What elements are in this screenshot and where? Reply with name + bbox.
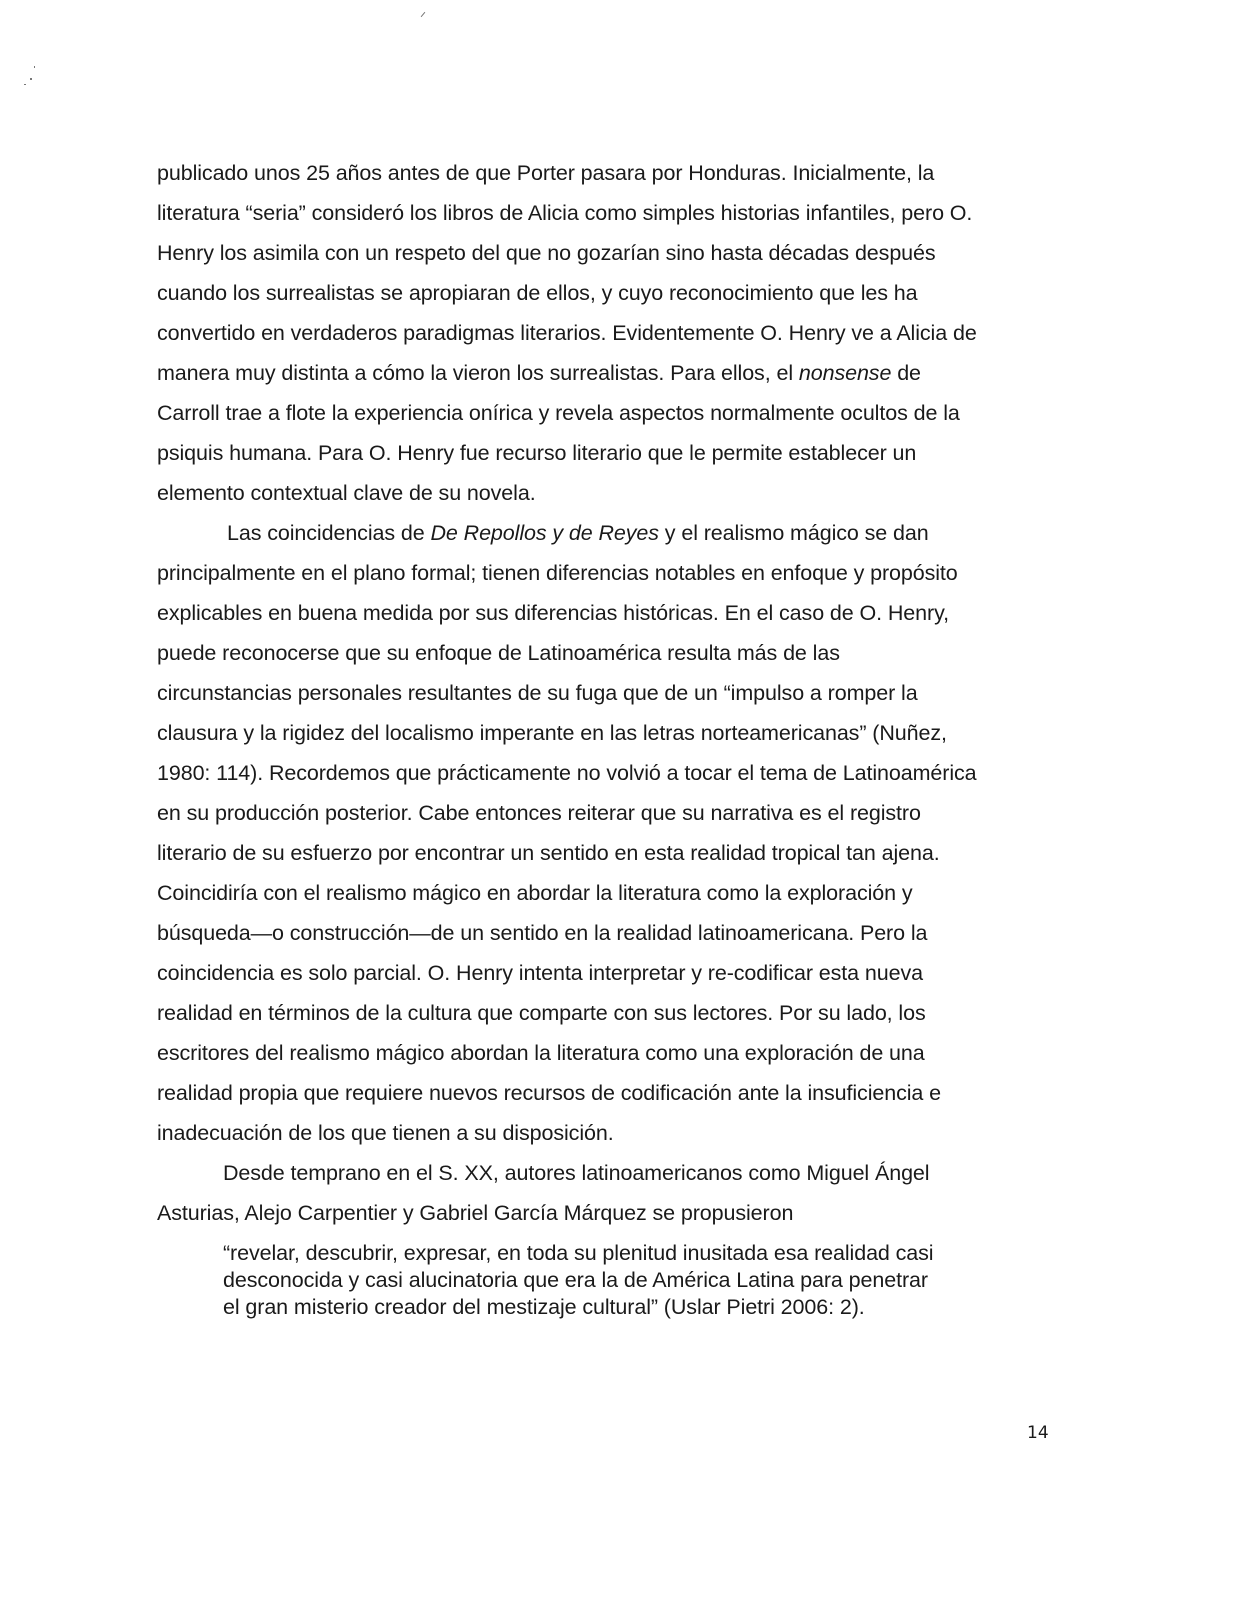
text-line: circunstancias personales resultantes de su fuga que de un “impulso a romper la [157, 681, 918, 705]
text-line: literatura “seria” consideró los libros de Alicia como simples historias infantiles, pero O. [157, 201, 973, 225]
text-fragment: manera muy distinta a cómo la vieron los surrealistas. Para ellos, el [157, 361, 799, 385]
body-text [157, 153, 1057, 1233]
scan-mark [421, 12, 426, 17]
scan-mark [34, 66, 35, 68]
text-line: Desde temprano en el S. XX, autores latinoamericanos como Miguel Ángel [223, 1161, 930, 1185]
text-line: psiquis humana. Para O. Henry fue recurso literario que le permite establecer un [157, 441, 917, 465]
text-fragment: Las coincidencias de [227, 521, 431, 545]
quote-line: el gran misterio creador del mestizaje cultural” (Uslar Pietri 2006: 2). [223, 1295, 865, 1319]
text-line: Henry los asimila con un respeto del que no gozarían sino hasta décadas después [157, 241, 936, 265]
text-line: coincidencia es solo parcial. O. Henry intenta interpretar y re-codificar esta nueva [157, 961, 923, 985]
text-line: búsqueda—o construcción—de un sentido en la realidad latinoamericana. Pero la [157, 921, 928, 945]
book-title: De Repollos y de Reyes [430, 521, 659, 545]
scan-mark [24, 84, 26, 85]
text-line: elemento contextual clave de su novela. [157, 481, 536, 505]
text-line: puede reconocerse que su enfoque de Latinoamérica resulta más de las [157, 641, 840, 665]
italic-term: nonsense [798, 361, 892, 385]
text-line: principalmente en el plano formal; tienen diferencias notables en enfoque y propósito [157, 561, 958, 585]
text-line [157, 353, 1057, 393]
paragraph-1 [157, 153, 1057, 513]
text-line: convertido en verdaderos paradigmas literarios. Evidentemente O. Henry ve a Alicia de [157, 321, 977, 345]
quote-line: desconocida y casi alucinatoria que era la de América Latina para penetrar [223, 1268, 928, 1292]
text-line: literario de su esfuerzo por encontrar un sentido en esta realidad tropical tan ajena. [157, 841, 940, 865]
paragraph-3 [157, 1153, 1057, 1233]
quote-line: “revelar, descubrir, expresar, en toda su plenitud inusitada esa realidad casi [223, 1241, 934, 1265]
text-line: 1980: 114). Recordemos que prácticamente no volvió a tocar el tema de Latinoamérica [157, 761, 977, 785]
text-line: en su producción posterior. Cabe entonces reiterar que su narrativa es el registro [157, 801, 921, 825]
text-line: cuando los surrealistas se apropiaran de ellos, y cuyo reconocimiento que les ha [157, 281, 918, 305]
text-line: clausura y la rigidez del localismo imperante en las letras norteamericanas” (Nuñez, [157, 721, 947, 745]
text-line: inadecuación de los que tienen a su disposición. [157, 1121, 614, 1145]
text-fragment: de [891, 361, 921, 385]
text-line [157, 513, 1057, 553]
text-line: realidad propia que requiere nuevos recursos de codificación ante la insuficiencia e [157, 1081, 942, 1105]
text-line: Carroll trae a flote la experiencia onírica y revela aspectos normalmente ocultos de la [157, 401, 960, 425]
paragraph-2 [157, 513, 1057, 1153]
text-line: Asturias, Alejo Carpentier y Gabriel García Márquez se propusieron [157, 1201, 794, 1225]
scan-mark [30, 78, 32, 80]
text-line: explicables en buena medida por sus diferencias históricas. En el caso de O. Henry, [157, 601, 950, 625]
block-quote [223, 1240, 1023, 1321]
text-fragment: y el realismo mágico se dan [658, 521, 929, 545]
text-line: publicado unos 25 años antes de que Porter pasara por Honduras. Inicialmente, la [157, 161, 935, 185]
text-line: escritores del realismo mágico abordan la literatura como una exploración de una [157, 1041, 925, 1065]
page-number: 14 [1027, 1423, 1049, 1443]
text-line: realidad en términos de la cultura que comparte con sus lectores. Por su lado, los [157, 1001, 926, 1025]
text-line: Coincidiría con el realismo mágico en abordar la literatura como la exploración y [157, 881, 913, 905]
